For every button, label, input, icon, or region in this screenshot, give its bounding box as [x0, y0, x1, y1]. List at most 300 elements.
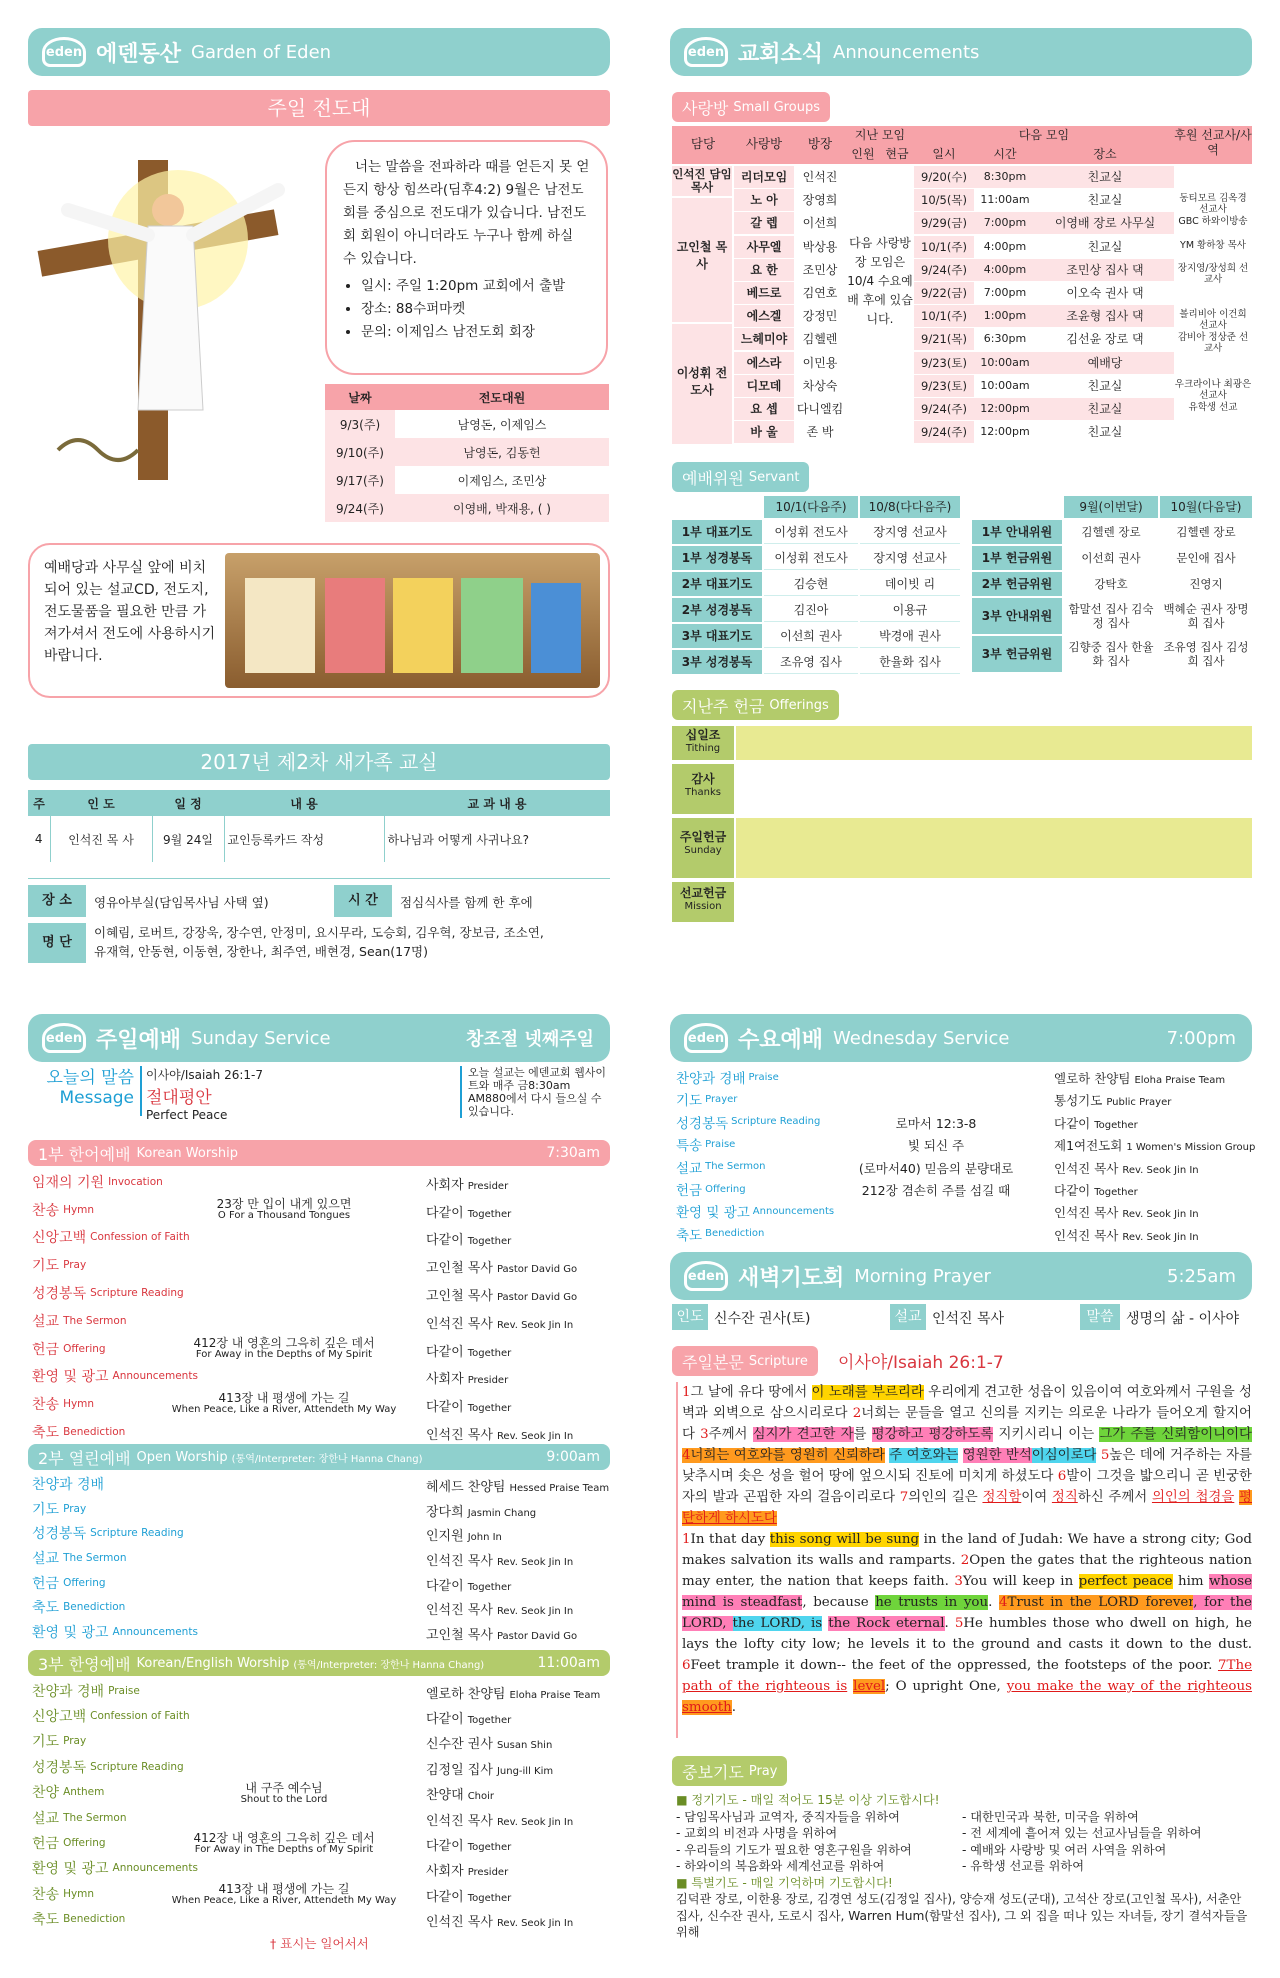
- servant-name: 조유영 집사 김성희 집사: [1163, 640, 1249, 668]
- leader-en: Hessed Praise Team: [509, 1483, 610, 1495]
- leader: [426, 1599, 573, 1618]
- group-leader: 다니엘킴: [796, 402, 844, 416]
- leader-ko: 인석진 목사: [1054, 1227, 1119, 1243]
- song-en: For Away in the Depths of My Spirit: [195, 1348, 373, 1360]
- order-label: 찬양: [32, 1785, 60, 1802]
- place-label: 장 소: [28, 885, 86, 917]
- order-label: 설교: [32, 1810, 60, 1827]
- leader-ko: 신수잔 권사: [426, 1737, 493, 1753]
- leader: [1054, 1114, 1138, 1132]
- meeting-date: 9/22(금): [914, 282, 974, 304]
- scripture-tag: 주일본문 Scripture: [672, 1346, 818, 1376]
- meeting-place: 친교실: [1036, 236, 1174, 258]
- leader-ko: 찬양대: [426, 1788, 464, 1804]
- eden-logo-icon: eden: [42, 1023, 86, 1053]
- leader-en: Together: [467, 1403, 512, 1415]
- order-label: 헌금: [676, 1183, 703, 1199]
- order-label: 축도: [32, 1600, 60, 1617]
- servant-right-table: [972, 496, 1252, 676]
- order-label-en: Scripture Reading: [90, 1527, 184, 1540]
- table-cell: 9/3(주): [339, 417, 381, 432]
- order-label-en: Scripture Reading: [90, 1287, 184, 1300]
- service-row: [32, 1224, 610, 1252]
- service-row: [32, 1856, 610, 1881]
- table-header: 담당: [690, 136, 716, 151]
- group-name: 갈 렙: [734, 212, 794, 234]
- leader-ko: 사회자: [426, 1372, 464, 1388]
- song-en: Shout to the Lord: [240, 1793, 328, 1805]
- scripture-text: [676, 1382, 1252, 1738]
- season-label: 창조절 넷째주일: [466, 1029, 594, 1050]
- leader: [426, 1784, 494, 1803]
- leader-cell: 인석진 담임목사: [672, 167, 732, 194]
- meeting-date: 9/23(토): [914, 375, 974, 397]
- replay-note: 오늘 설교는 에덴교회 웹사이트와 매주 금8:30am AM880에서 다시 들으실 수 있습니다.: [460, 1066, 610, 1118]
- meeting-date: 9/21(목): [914, 328, 974, 350]
- meeting-time: 12:00pm: [974, 421, 1036, 443]
- order-label: 설교: [676, 1160, 703, 1177]
- leader-ko: 다같이: [426, 1578, 464, 1594]
- meeting-time: 4:00pm: [974, 236, 1036, 258]
- group-name: 느헤미야: [734, 328, 794, 350]
- section-header-wednesday: [670, 1014, 1252, 1062]
- servant-name: 박경애 권사: [860, 624, 960, 648]
- leader: [1054, 1203, 1199, 1221]
- song-en: When Peace, Like a River, Attendeth My Way: [171, 1895, 397, 1907]
- table-header: 지난 모임: [854, 128, 906, 142]
- wed-row: [676, 1088, 1252, 1110]
- order-label: 헌금: [32, 1836, 60, 1853]
- service-row: [32, 1907, 610, 1932]
- meeting-time: 6:30pm: [974, 328, 1036, 350]
- group-leader: 차상숙: [802, 378, 838, 393]
- order-label-en: Confession of Faith: [90, 1710, 190, 1723]
- cd-text: 예배당과 사무실 앞에 비치되어 있는 설교CD, 전도지, 전도물품을 필요한 만큼 가져가셔서 전도에 사용하시기 바랍니다.: [44, 560, 216, 664]
- role-label: 3부 헌금위원: [972, 636, 1062, 672]
- order-label-en: Pray: [63, 1259, 87, 1272]
- service-row: [32, 1196, 610, 1224]
- leader-en: Jasmin Chang: [467, 1507, 537, 1519]
- servant-name: 김헬렌 장로: [1176, 525, 1236, 539]
- leader-en: Together: [467, 1842, 512, 1854]
- leader: [426, 1759, 553, 1778]
- leader-en: Together: [467, 1581, 512, 1593]
- leader-en: Choir: [467, 1791, 495, 1803]
- meeting-place: 친교실: [1036, 375, 1174, 397]
- leader: [426, 1550, 573, 1569]
- message-ref: 이사야/Isaiah 26:1-7 절대평안 Perfect Peace: [140, 1066, 263, 1116]
- order-label-en: Confession of Faith: [90, 1231, 190, 1244]
- service-row: [32, 1418, 610, 1446]
- leader-en: Public Prayer: [1106, 1097, 1172, 1109]
- leader: [426, 1501, 536, 1520]
- table-header: 전도대원: [478, 390, 526, 405]
- role-label: 2부 성경봉독: [672, 598, 762, 622]
- leader: [426, 1285, 577, 1304]
- wed-row: [676, 1066, 1252, 1088]
- meeting-place: 이영배 장로 사무실: [1036, 212, 1174, 234]
- role-label: 1부 대표기도: [672, 520, 762, 544]
- leader-ko: 다같이: [426, 1712, 464, 1728]
- eden-logo-icon: eden: [684, 1261, 728, 1291]
- leader: [1054, 1159, 1199, 1177]
- leader-en: Rev. Seok Jin In: [496, 1431, 574, 1443]
- leader-ko: 다같이: [426, 1889, 464, 1905]
- leader-ko: 다같이: [426, 1344, 464, 1360]
- song-en: When Peace, Like a River, Attendeth My Way: [171, 1404, 397, 1416]
- wed-row: [676, 1156, 1252, 1178]
- leader-ko: 헤세드 찬양팀: [426, 1480, 506, 1496]
- servant-name: 장지영 선교사: [860, 546, 960, 570]
- leader-ko: 인석진 목사: [426, 1915, 493, 1931]
- order-label-en: Pray: [63, 1735, 87, 1748]
- meeting-date: 9/24(주): [914, 259, 974, 281]
- leader-en: Pastor David Go: [496, 1630, 578, 1642]
- servant-name: 이성휘 전도사: [764, 520, 858, 544]
- table-header: 교 과 내 용: [467, 796, 527, 811]
- order-label-en: Offering: [63, 1576, 106, 1589]
- section-header-announcements: [670, 28, 1252, 76]
- leader: [426, 1733, 552, 1752]
- leader-ko: 장다희: [426, 1504, 464, 1520]
- section-header-eden: [28, 28, 610, 76]
- order-label: 특송: [676, 1138, 703, 1155]
- leader-ko: 인석진 목사: [1054, 1205, 1119, 1221]
- group-name: 베드로: [734, 282, 794, 304]
- service-row: [32, 1881, 610, 1906]
- group-leader: 이선희: [802, 216, 838, 231]
- group-leader: 장영희: [802, 193, 838, 208]
- service-row: [32, 1678, 610, 1703]
- group-name: 디모데: [734, 375, 794, 397]
- leader-ko: 인석진 목사: [1054, 1160, 1119, 1176]
- song-en: O For a Thousand Tongues: [217, 1209, 351, 1221]
- wed-detail: 빛 되신 주: [907, 1138, 965, 1154]
- leader-en: Together: [467, 1208, 512, 1220]
- offerings-table: [672, 726, 1252, 922]
- order-label-en: Hymn: [63, 1398, 95, 1411]
- table-header: 장소: [1093, 147, 1117, 161]
- group-leader: 김연호: [802, 286, 838, 300]
- leader-en: Rev. Seok Jin In: [496, 1816, 574, 1828]
- leader-en: Rev. Seok Jin In: [1122, 1231, 1199, 1243]
- section-title-en: Wednesday Service: [833, 1027, 1010, 1049]
- table-cell: 9/10(주): [336, 445, 384, 460]
- order-label: 환영 및 광고: [32, 1369, 109, 1386]
- table-header: 내 용: [290, 796, 318, 811]
- table-header: 인원: [851, 147, 875, 161]
- table-cell: 교인등록카드 작성: [224, 816, 384, 862]
- order-label-en: Benediction: [705, 1228, 765, 1240]
- group-name: 사무엘: [734, 236, 794, 258]
- leader: [426, 1396, 511, 1415]
- servant-name: 김헬렌 장로: [1081, 525, 1141, 539]
- leader-en: Susan Shin: [496, 1740, 553, 1752]
- leader: [426, 1257, 577, 1276]
- table-header: 9월(이번달): [1064, 496, 1158, 518]
- service-time: 5:25am: [1167, 1265, 1236, 1287]
- leader: [426, 1860, 508, 1879]
- offering-label: 주일헌금 Sunday: [672, 818, 734, 878]
- role-label: 2부 대표기도: [672, 572, 762, 596]
- meeting-time: 10:00am: [974, 375, 1036, 397]
- leader-en: Together: [467, 1892, 512, 1904]
- leader-ko: 통성기도: [1054, 1093, 1103, 1109]
- order-label: 환영 및 광고: [32, 1861, 109, 1878]
- table-header: 방장: [807, 136, 833, 151]
- service-row: [32, 1251, 610, 1279]
- table-header: 일시: [932, 147, 956, 161]
- order-label: 찬양과 경배: [676, 1071, 746, 1087]
- song-ko: 413장 내 평생에 가는 길: [218, 1882, 350, 1897]
- service-row: [32, 1703, 610, 1728]
- song-ko: 412장 내 영혼의 그윽히 깊은 데서: [193, 1831, 375, 1846]
- scripture-ref: 이사야/Isaiah 26:1-7: [838, 1353, 1004, 1373]
- section-title-en: Morning Prayer: [854, 1265, 991, 1287]
- leader-ko: 인지원: [426, 1529, 464, 1545]
- meeting-date: 10/1(주): [914, 236, 974, 258]
- order-label-en: Announcements: [112, 1862, 198, 1875]
- service-row: [32, 1521, 610, 1546]
- leader: [426, 1174, 508, 1193]
- order-label-en: Praise: [705, 1138, 736, 1150]
- order-label-en: The Sermon: [705, 1161, 766, 1173]
- service-row: [32, 1363, 610, 1391]
- leader-en: Presider: [467, 1867, 509, 1879]
- leader-en: Together: [1094, 1187, 1138, 1198]
- leader-ko: 고인철 목사: [426, 1627, 493, 1643]
- leader-en: Together: [467, 1236, 512, 1248]
- leader: [426, 1341, 511, 1360]
- leader: [426, 1424, 573, 1443]
- leader-en: Eloha Praise Team: [1134, 1075, 1226, 1086]
- wed-row: [676, 1178, 1252, 1200]
- leader-ko: 인석진 목사: [426, 1554, 493, 1570]
- service3-header: 3부 한영예배 Korean/English Worship (통역/Interpreter: 장한나 Hanna Chang) 11:00am: [28, 1650, 610, 1676]
- group-name: 요 한: [734, 259, 794, 281]
- service-row: [32, 1497, 610, 1522]
- table-cell: 인석진 목 사: [50, 816, 152, 862]
- song-ko: 23장 만 입이 내게 있으면: [216, 1196, 352, 1211]
- scripture-korean: 1그 날에 유다 땅에서 이 노래를 부르리라 우리에게 견고한 성읍이 있음이여 여호와께서 구원을 성벽과 외벽으로 삼으시리로다 2너희는 문들을 열고 신의를 지키는 의로운 나라가 들어오게 할지어다 3주께서 심지가 견고한 자를 평강하고 평강하도록 지키시리니 이는 그가 주를 신뢰함이니이다 4너희는 여호와를 영원히 신뢰하라 주 여호와는 영원한 반석이심이로다 5높은 데에 거주하는 자를 낮추시며 솟은 성을 헐어 땅에 엎으시되 진토에 미치게 하셨도다 6발이 그것을 밟으리니 곧 빈궁한 자의 발과 곤핍한 자의 걸음이리로다 7의인의 길은 정직함이여 정직하신 주께서 의인의 첩경을 평탄하게 하시도다: [682, 1385, 1252, 1526]
- song-en: For Away in The Depths of My Spirit: [194, 1844, 374, 1856]
- song-ko: 413장 내 평생에 가는 길: [218, 1391, 350, 1406]
- evangel-bullet: • 문의: 이제임스 남전도회 회장: [361, 321, 590, 344]
- wed-detail: 212장 겸손히 주를 섬길 때: [861, 1183, 1011, 1198]
- order-label: 성경봉독: [32, 1759, 87, 1776]
- leader-ko: 다같이: [426, 1400, 464, 1416]
- table-cell: 남영돈, 이제임스: [395, 410, 609, 438]
- order-label-en: Benediction: [63, 1426, 126, 1439]
- group-leader: 존 박: [806, 425, 834, 440]
- order-label: 신앙고백: [32, 1230, 87, 1247]
- meeting-date: 10/1(주): [914, 305, 974, 327]
- place-value: 영유아부실(담임목사님 사택 옆): [94, 895, 269, 910]
- leader-ko: 김정일 집사: [426, 1762, 493, 1778]
- leader-en: Jung-ill Kim: [496, 1765, 554, 1777]
- servant-name: 이선희 권사: [1081, 551, 1141, 565]
- pray-list: ■ 정기기도 - 매일 적어도 15분 이상 기도합시다! - 담임목사님과 교역자, 중직자들을 위하여 - 교회의 비전과 사명을 위하여 - 우리들의 기도가 필요한 영혼구원을 위하여 - 하와이의 복음화와 세계선교를 위하여 - 대한민국과 북한, 미국을 위하여 - 전 세계에 흩어져 있는 선교사님들을 위하여 - 예배와 사랑방 및 여러 사역을 위하여 - 유학생 선교를 위하여 ■ 특별기도 - 매일 기억하며 기도합시다! 김덕관 장로, 이한용 장로, 김경연 성도(김정일 집사), 양승재 성도(군대), 고석산 장로(고인철 목사), 서춘안 집사, 신수잔 권사, 도로시 집사, Warren Hum(함말선 집사), 그 외 집을 떠나 있는 자녀들, 장기 결석자들을 위해: [676, 1792, 1252, 1941]
- service-row: [32, 1805, 610, 1830]
- cd-rack-image: [225, 553, 600, 688]
- servant-name: 함말선 집사 김숙정 집사: [1068, 602, 1154, 630]
- order-label: 성경봉독: [32, 1286, 87, 1303]
- leader: [1054, 1226, 1199, 1244]
- jesus-cross-image: [28, 150, 318, 490]
- service-row: [32, 1729, 610, 1754]
- section-title-ko: 수요예배: [738, 1027, 824, 1053]
- meeting-time: 1:00pm: [974, 305, 1036, 327]
- meeting-date: 9/24(주): [914, 421, 974, 443]
- role-label: 3부 성경봉독: [672, 650, 762, 674]
- order-label: 찬송: [32, 1886, 60, 1903]
- leader-en: Together: [467, 1347, 512, 1359]
- table-header: 주: [33, 796, 45, 811]
- order-label: 성경봉독: [32, 1526, 87, 1543]
- group-leader: 인석진: [802, 170, 838, 184]
- evangel-title: 주일 전도대: [28, 90, 610, 126]
- eden-logo-icon: eden: [684, 37, 728, 67]
- servant-name: 이성휘 전도사: [764, 546, 858, 570]
- pray-tag: 중보기도 Pray: [672, 1756, 787, 1786]
- small-groups-tag: 사랑방 Small Groups: [672, 92, 830, 122]
- servant-name: 김진아: [764, 598, 858, 622]
- meeting-time: 7:00pm: [974, 282, 1036, 304]
- service-row: [32, 1620, 610, 1645]
- table-header: 10/1(다음주): [764, 496, 858, 518]
- order-label-en: Benediction: [63, 1913, 126, 1926]
- offering-value-sunday: [736, 818, 1252, 878]
- servant-name: 김향중 집사 한율화 집사: [1068, 640, 1154, 668]
- missionary: YM 황하창 목사: [1180, 239, 1246, 251]
- order-label: 찬양과 경배: [32, 1683, 105, 1700]
- morning-info: 인도 신수잔 권사(토) 설교 인석진 목사 말씀 생명의 삶 - 이사야: [672, 1304, 1252, 1330]
- leader-ko: 인석진 목사: [426, 1603, 493, 1619]
- role-label: 1부 헌금위원: [972, 546, 1062, 570]
- servant-name: 강탁호: [1094, 577, 1128, 591]
- section-title-ko: 주일예배: [96, 1027, 182, 1053]
- leader: [426, 1229, 511, 1248]
- role-label: 1부 안내위원: [972, 520, 1062, 544]
- role-label: 2부 헌금위원: [972, 572, 1062, 596]
- leader-en: Together: [467, 1715, 512, 1727]
- leader-ko: 사회자: [426, 1177, 464, 1193]
- service-row: [32, 1754, 610, 1779]
- leader: [426, 1708, 511, 1727]
- offering-label: 십일조 Tithing: [672, 726, 734, 760]
- song-ko: 내 구주 예수님: [245, 1780, 323, 1795]
- section-title-en: Garden of Eden: [191, 41, 332, 63]
- table-cell: 이영배, 박재용, ( ): [453, 501, 551, 516]
- order-label: 찬송: [32, 1202, 60, 1219]
- order-label-en: The Sermon: [63, 1552, 127, 1565]
- table-header: 인 도: [87, 796, 115, 811]
- leader: [1054, 1181, 1138, 1199]
- table-header: 시간: [993, 147, 1017, 161]
- service-row: [32, 1780, 610, 1805]
- leader: [426, 1624, 577, 1643]
- missionary: GBC 하와이방송: [1178, 216, 1248, 228]
- special-prayer-names: 김덕관 장로, 이한용 장로, 김경연 성도(김정일 집사), 양승재 성도(군대), 고석산 장로(고인철 목사), 서춘안 집사, 신수잔 권사, 도로시 집사, Warren Hum(함말선 집사), 그 외 집을 떠나 있는 자녀들, 장기 결석자들을 위해: [676, 1892, 1248, 1939]
- offering-value-tithing: [736, 726, 1252, 760]
- group-leader: 이민용: [802, 355, 838, 370]
- meeting-place: 친교실: [1036, 398, 1174, 420]
- order-label: 환영 및 광고: [32, 1624, 109, 1641]
- order-label: 기도: [32, 1734, 60, 1751]
- leader-ko: 다같이: [426, 1839, 464, 1855]
- order-label: 기도: [32, 1258, 60, 1275]
- section-title-en: Announcements: [833, 41, 980, 63]
- names-value: 이혜림, 로버트, 강장욱, 장수연, 안정미, 요시무라, 도승회, 김우혁, 장보금, 조소연, 유재혁, 안동현, 이동현, 장한나, 최주연, 배현경, Sean(17명): [94, 925, 544, 959]
- missionary: 장지영/장성희 선교사: [1177, 262, 1249, 285]
- song-title: [164, 1198, 404, 1222]
- leader: [426, 1683, 600, 1702]
- song-title: [164, 1337, 404, 1361]
- standing-note: † 표시는 일어서서: [270, 1936, 369, 1951]
- service-row: [32, 1830, 610, 1855]
- leader: [426, 1810, 573, 1829]
- order-label-en: Scripture Reading: [90, 1760, 184, 1773]
- meeting-time: 8:30pm: [974, 166, 1036, 188]
- order-label: 헌금: [32, 1341, 60, 1358]
- leader-cell: 이성휘 전도사: [672, 324, 732, 444]
- leader-en: Rev. Seok Jin In: [496, 1606, 574, 1618]
- meeting-place: 예배당: [1036, 352, 1174, 374]
- sermon-title: 절대평안: [146, 1088, 212, 1108]
- order-label-en: Offering: [705, 1183, 746, 1195]
- order-label-en: The Sermon: [63, 1314, 127, 1327]
- evangel-bullet: • 장소: 88수퍼마켓: [361, 298, 590, 321]
- leader: [426, 1835, 511, 1854]
- wed-row: [676, 1223, 1252, 1245]
- order-label-en: Hymn: [63, 1887, 95, 1900]
- leader-en: Presider: [467, 1375, 509, 1387]
- newfam-table: [28, 790, 610, 862]
- order-label-en: Pray: [63, 1502, 87, 1515]
- leader: [1054, 1069, 1225, 1087]
- leader-en: Rev. Seok Jin In: [1122, 1209, 1199, 1221]
- pray-heading: ■ 특별기도 - 매일 기억하며 기도합시다!: [676, 1875, 893, 1890]
- service-row: [32, 1595, 610, 1620]
- offering-label: 선교헌금 Mission: [672, 882, 734, 922]
- table-cell: 남영돈, 김동헌: [463, 445, 541, 460]
- leader: [1054, 1091, 1171, 1109]
- role-label: 3부 안내위원: [972, 598, 1062, 634]
- role-label: 1부 성경봉독: [672, 546, 762, 570]
- table-cell: 9/24(주): [336, 501, 384, 516]
- table-cell: 이제임스, 조민상: [395, 466, 609, 494]
- order-label-en: Announcements: [752, 1205, 835, 1217]
- table-header: 일 정: [174, 796, 202, 811]
- missionary: 동티모르 김옥경 선교사: [1179, 193, 1247, 216]
- song-title: [164, 1883, 404, 1907]
- leader-ko: 다같이: [1054, 1115, 1091, 1131]
- leader-ko: 다같이: [426, 1233, 464, 1249]
- table-cell: 4: [28, 816, 50, 862]
- missionary: 우크라이나 최광은 선교사: [1174, 378, 1252, 401]
- leader-ko: 인석진 목사: [426, 1813, 493, 1829]
- table-header: 10/8(다다음주): [860, 496, 960, 518]
- service1-header: 1부 한어예배 Korean Worship 7:30am: [28, 1140, 610, 1166]
- order-label: 설교: [32, 1551, 60, 1568]
- order-label: 축도: [32, 1425, 60, 1442]
- servant-left-table: [672, 496, 962, 676]
- message-label: 오늘의 말씀 Message: [46, 1068, 134, 1108]
- leader-en: Rev. Seok Jin In: [1122, 1164, 1199, 1176]
- order-label: 축도: [676, 1227, 703, 1244]
- meeting-time: 12:00pm: [974, 398, 1036, 420]
- leader-en: Rev. Seok Jin In: [496, 1319, 574, 1331]
